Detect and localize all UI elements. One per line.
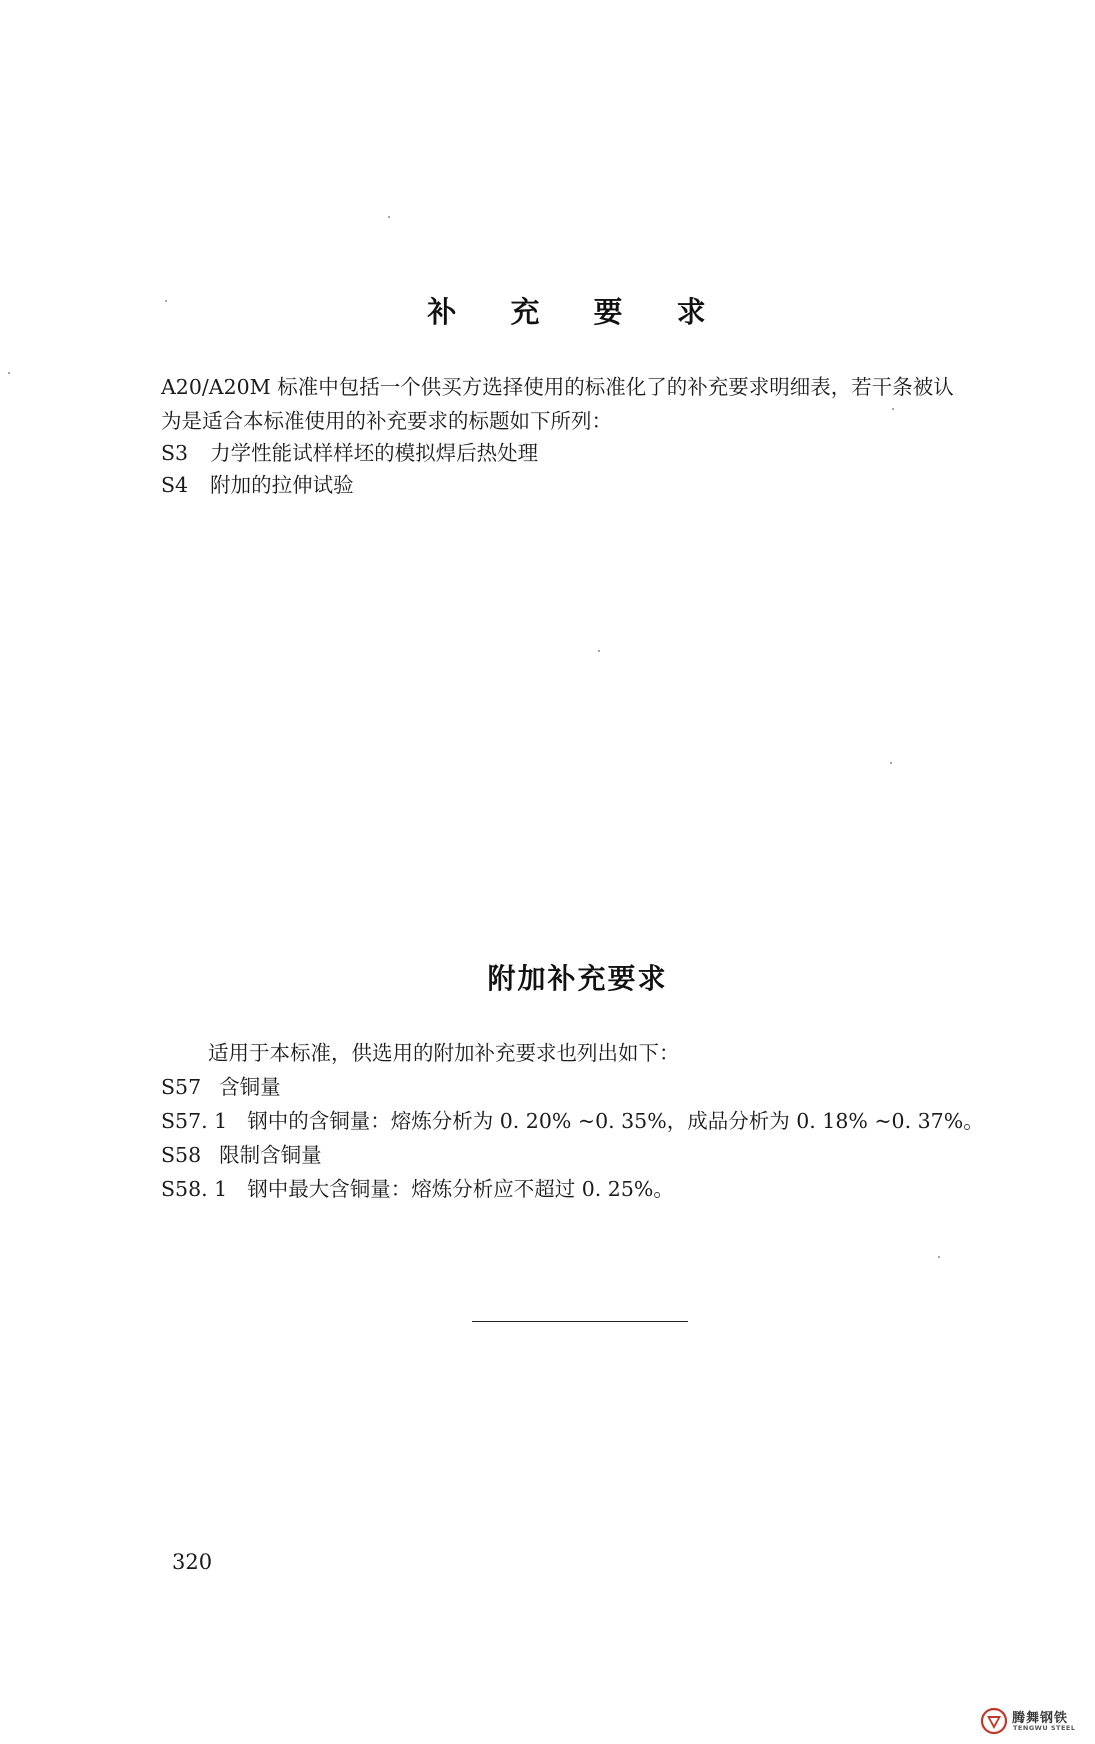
item-code: S58 bbox=[161, 1143, 202, 1167]
list-item-s4 bbox=[161, 470, 354, 500]
scan-speck bbox=[938, 1256, 940, 1258]
scan-speck bbox=[8, 372, 10, 374]
end-rule-divider bbox=[472, 1321, 688, 1322]
page-number: 320 bbox=[172, 1550, 213, 1574]
scan-speck bbox=[890, 762, 892, 764]
logo-name: 腾舞钢铁 bbox=[1012, 1711, 1069, 1726]
list-item-s58 bbox=[161, 1140, 322, 1170]
item-text: 限制含铜量 bbox=[219, 1143, 322, 1167]
section-title-additional-supplementary-requirements: 附加补充要求 bbox=[487, 962, 668, 995]
item-code: S3 bbox=[161, 441, 189, 465]
list-item-s3 bbox=[161, 438, 538, 468]
item-text: 力学性能试样样坯的模拟焊后热处理 bbox=[210, 441, 539, 465]
intro-paragraph-line-1: A20/A20M 标准中包括一个供买方选择使用的标准化了的补充要求明细表，若干条被认 bbox=[161, 375, 954, 399]
item-text: 附加的拉伸试验 bbox=[210, 473, 354, 497]
list-item-s57 bbox=[161, 1072, 281, 1102]
section2-intro: 适用于本标准，供选用的附加补充要求也列出如下： bbox=[208, 1041, 680, 1065]
item-text: 钢中的含铜量：熔炼分析为 0. 20% ~0. 35%，成品分析为 0. 18% ~0. 37%。 bbox=[247, 1109, 984, 1133]
scan-speck bbox=[892, 408, 894, 410]
item-code: S57. 1 bbox=[161, 1109, 228, 1133]
section-title-supplementary-requirements: 补 充 要 求 bbox=[427, 295, 728, 329]
item-code: S58. 1 bbox=[161, 1177, 228, 1201]
item-text: 含铜量 bbox=[219, 1075, 281, 1099]
list-item-s57-1 bbox=[161, 1106, 984, 1136]
list-item-s58-1 bbox=[161, 1174, 674, 1204]
item-code: S57 bbox=[161, 1075, 202, 1099]
scan-speck bbox=[598, 650, 600, 652]
item-code: S4 bbox=[161, 473, 189, 497]
scan-speck bbox=[388, 216, 390, 218]
intro-paragraph-line-2: 为是适合本标准使用的补充要求的标题如下所列： bbox=[161, 409, 612, 433]
logo-mark-icon bbox=[980, 1707, 1008, 1735]
logo-subtitle: TENGWU STEEL bbox=[1013, 1724, 1076, 1732]
watermark-logo bbox=[980, 1705, 1090, 1737]
scan-speck bbox=[165, 300, 167, 302]
item-text: 钢中最大含铜量：熔炼分析应不超过 0. 25%。 bbox=[247, 1177, 674, 1201]
